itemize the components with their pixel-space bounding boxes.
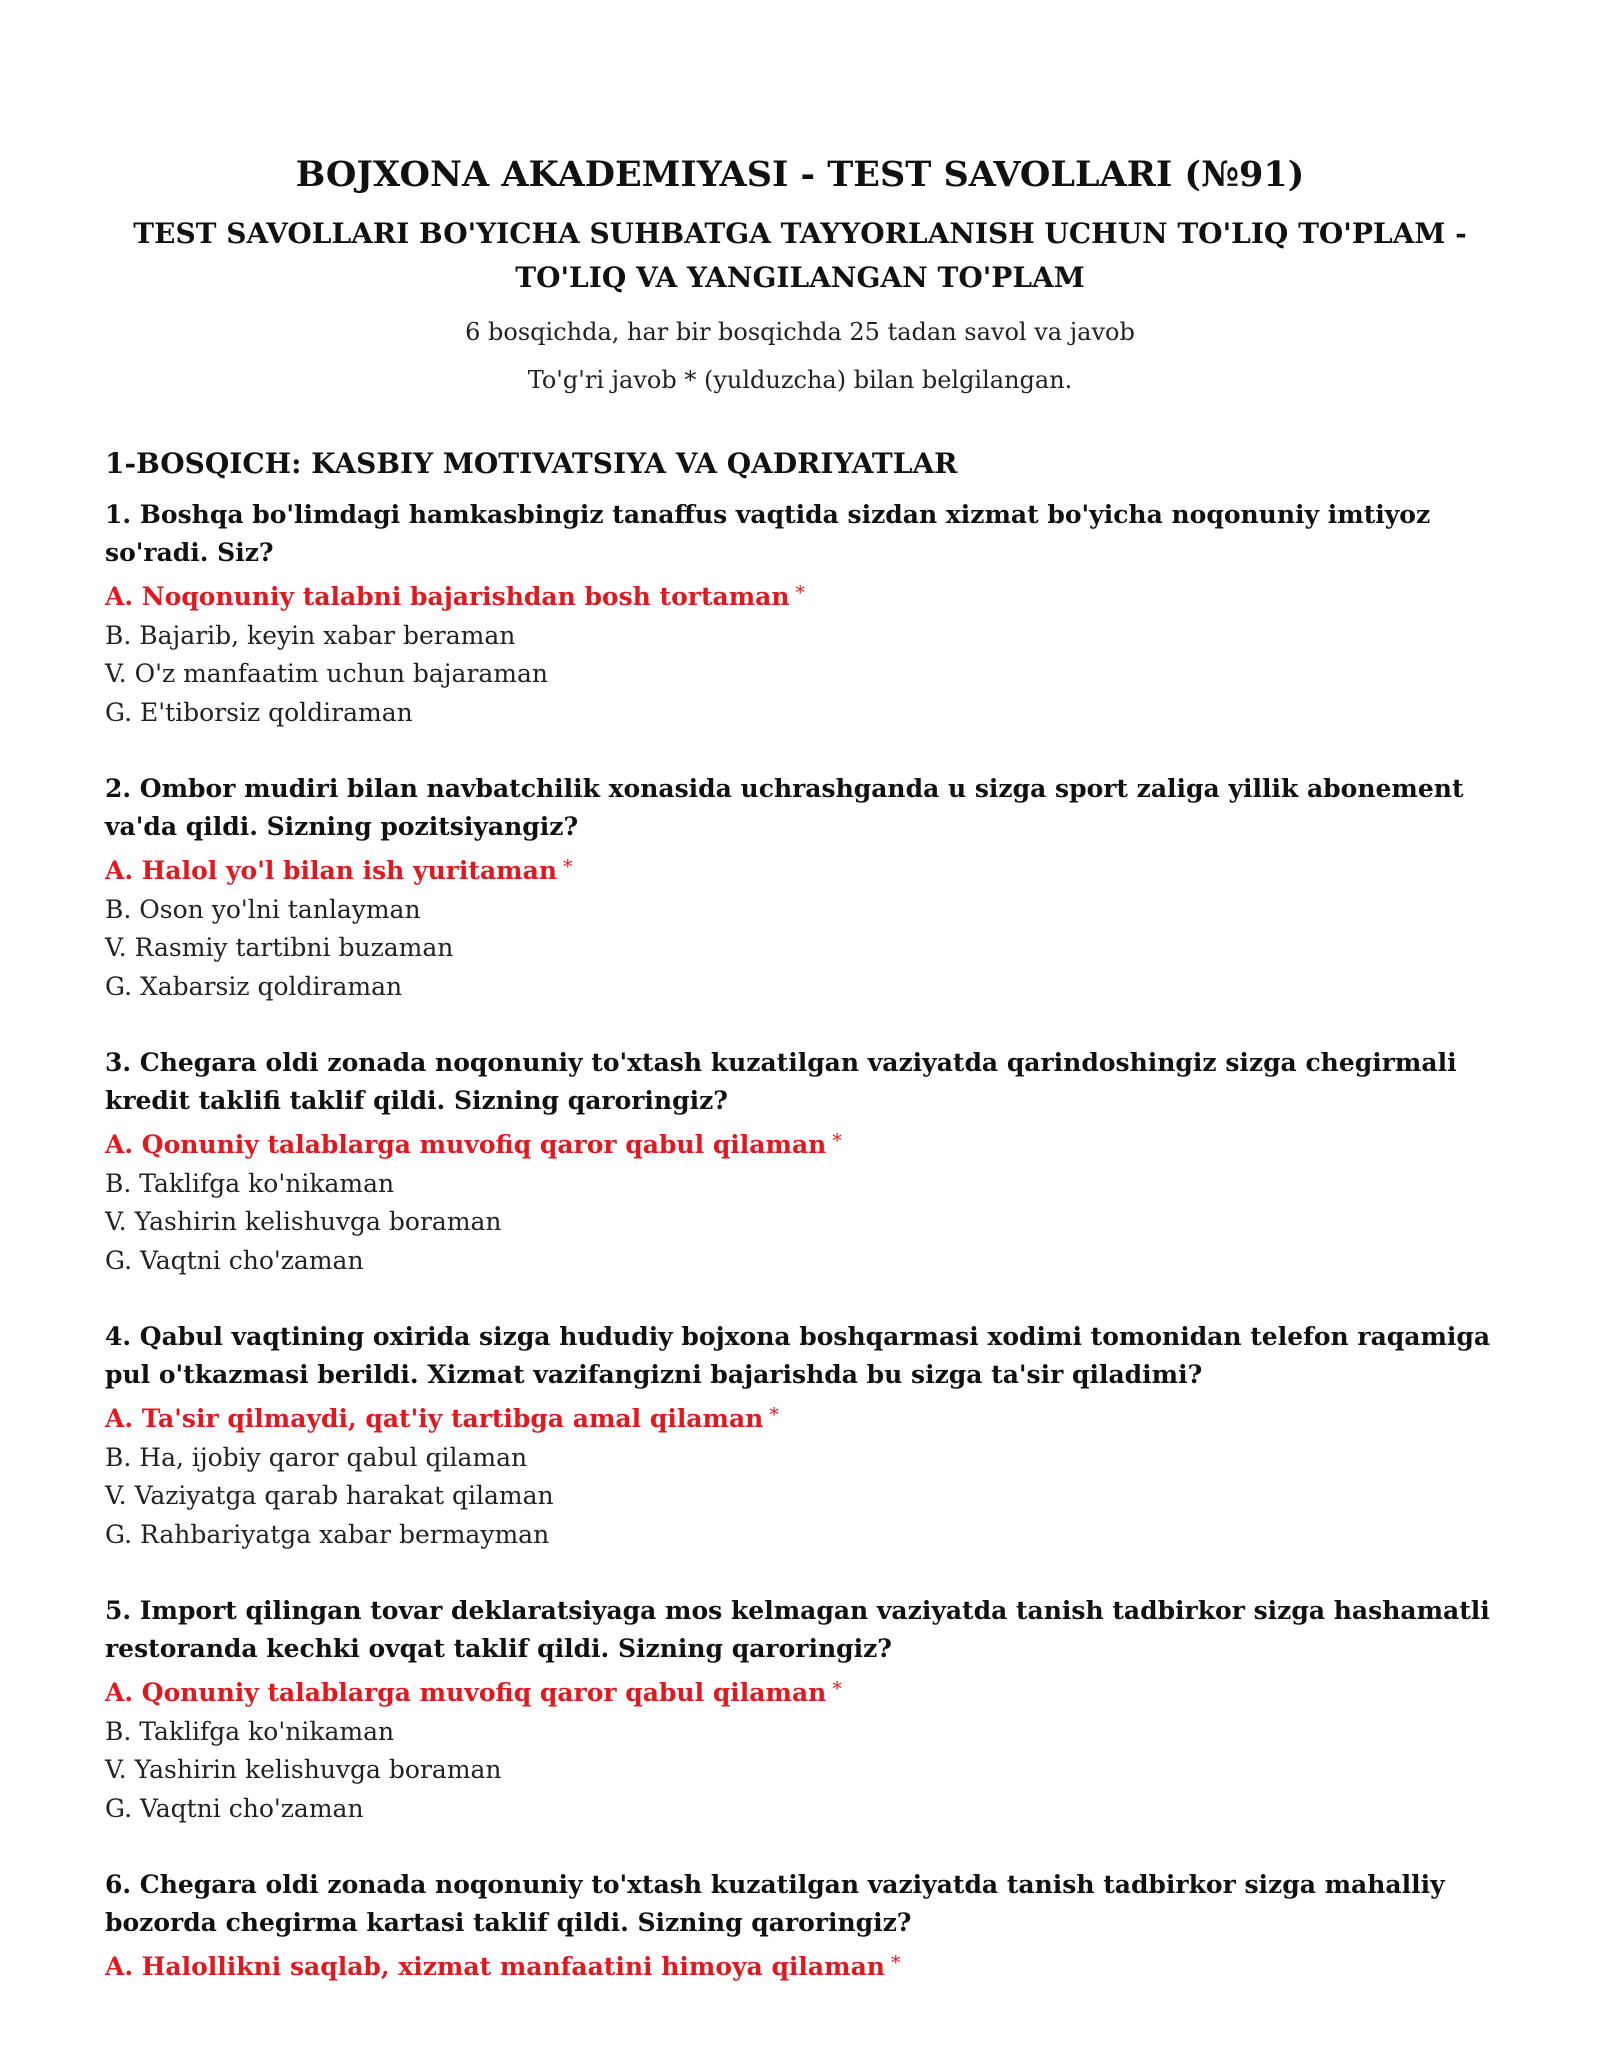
answer-option: V. Yashirin kelishuvga boraman xyxy=(105,1207,502,1236)
question-block xyxy=(105,770,1495,1006)
answer-option: V. Vaziyatga qarab harakat qilaman xyxy=(105,1481,554,1510)
correct-answer-option xyxy=(105,1944,1495,1987)
correct-answer-option xyxy=(105,1670,1495,1713)
correct-answer-option xyxy=(105,1396,1495,1439)
question-text: 3. Chegara oldi zonada noqonuniy to'xtash kuzatilgan vaziyatda qarindoshingiz sizga chegirmali kredit taklifi taklif qildi. Sizning qaroringiz? xyxy=(105,1048,1457,1115)
question-list xyxy=(105,496,1495,1987)
answer-option: G. Xabarsiz qoldiraman xyxy=(105,971,403,1001)
question-text: 6. Chegara oldi zonada noqonuniy to'xtash kuzatilgan vaziyatda tanish tadbirkor sizga mahalliy bozorda chegirma kartasi taklif qildi. Sizning qaroringiz? xyxy=(105,1870,1445,1937)
info-line-correct-answer-note: To'g'ri javob * (yulduzcha) bilan belgilangan. xyxy=(527,366,1073,394)
question-block xyxy=(105,1318,1495,1554)
correct-marker-star: * xyxy=(832,1678,842,1700)
answer-option: V. O'z manfaatim uchun bajaraman xyxy=(105,659,549,688)
correct-marker-star: * xyxy=(832,1130,842,1152)
question-block xyxy=(105,496,1495,732)
answer-option: G. E'tiborsiz qoldiraman xyxy=(105,697,413,727)
question-block xyxy=(105,1866,1495,1987)
correct-answer-text: A. Qonuniy talablarga muvofiq qaror qabul qilaman xyxy=(105,1678,827,1707)
answer-option: V. Rasmiy tartibni buzaman xyxy=(105,933,454,962)
correct-answer-text: A. Halol yo'l bilan ish yuritaman xyxy=(105,856,558,885)
correct-answer-text: A. Qonuniy talablarga muvofiq qaror qabul qilaman xyxy=(105,1130,827,1159)
answer-option: G. Vaqtni cho'zaman xyxy=(105,1245,364,1275)
question-text: 5. Import qilingan tovar deklaratsiyaga mos kelmagan vaziyatda tanish tadbirkor sizga hashamatli restoranda kechki ovqat taklif qildi. Sizning qaroringiz? xyxy=(105,1596,1490,1663)
answer-option: B. Taklifga ko'nikaman xyxy=(105,1168,395,1198)
answer-option: V. Yashirin kelishuvga boraman xyxy=(105,1755,502,1784)
correct-marker-star: * xyxy=(769,1404,779,1426)
correct-marker-star: * xyxy=(890,1952,901,1974)
question-text: 1. Boshqa bo'limdagi hamkasbingiz tanaffus vaqtida sizdan xizmat bo'yicha noqonuniy imtiyoz so'radi. Siz? xyxy=(105,500,1431,567)
question-text: 4. Qabul vaqtining oxirida sizga hududiy bojxona boshqarmasi xodimi tomonidan telefon raqamiga pul o'tkazmasi berildi. Xizmat vazifangizni bajarishda bu sizga ta'sir qiladimi? xyxy=(105,1322,1491,1389)
correct-answer-option xyxy=(105,848,1495,891)
section-heading: 1-BOSQICH: KASBIY MOTIVATSIYA VA QADRIYATLAR xyxy=(105,447,958,480)
correct-answer-option xyxy=(105,574,1495,617)
answer-option: G. Rahbariyatga xabar bermayman xyxy=(105,1519,550,1549)
answer-option: B. Bajarib, keyin xabar beraman xyxy=(105,620,516,650)
answer-option: G. Vaqtni cho'zaman xyxy=(105,1793,364,1823)
answer-option: B. Oson yo'lni tanlayman xyxy=(105,894,421,924)
correct-marker-star: * xyxy=(795,582,806,604)
answer-option: B. Taklifga ko'nikaman xyxy=(105,1716,395,1746)
question-text: 2. Ombor mudiri bilan navbatchilik xonasida uchrashganda u sizga sport zaliga yillik abonement va'da qildi. Sizning pozitsiyangiz? xyxy=(105,774,1464,841)
correct-answer-text: A. Halollikni saqlab, xizmat manfaatini himoya qilaman xyxy=(105,1952,885,1981)
answer-option: B. Ha, ijobiy qaror qabul qilaman xyxy=(105,1442,528,1472)
question-block xyxy=(105,1592,1495,1828)
correct-answer-text: A. Ta'sir qilmaydi, qat'iy tartibga amal qilaman xyxy=(105,1404,764,1433)
info-line-stages: 6 bosqichda, har bir bosqichda 25 tadan savol va javob xyxy=(465,318,1135,346)
correct-marker-star: * xyxy=(563,856,573,878)
question-block xyxy=(105,1044,1495,1280)
correct-answer-text: A. Noqonuniy talabni bajarishdan bosh tortaman xyxy=(105,582,790,611)
document-subtitle: TEST SAVOLLARI BO'YICHA SUHBATGA TAYYORLANISH UCHUN TO'LIQ TO'PLAM - TO'LIQ VA YANGILANGAN TO'PLAM xyxy=(133,217,1467,294)
correct-answer-option xyxy=(105,1122,1495,1165)
document-title: BOJXONA AKADEMIYASI - TEST SAVOLLARI (№91) xyxy=(295,154,1305,195)
